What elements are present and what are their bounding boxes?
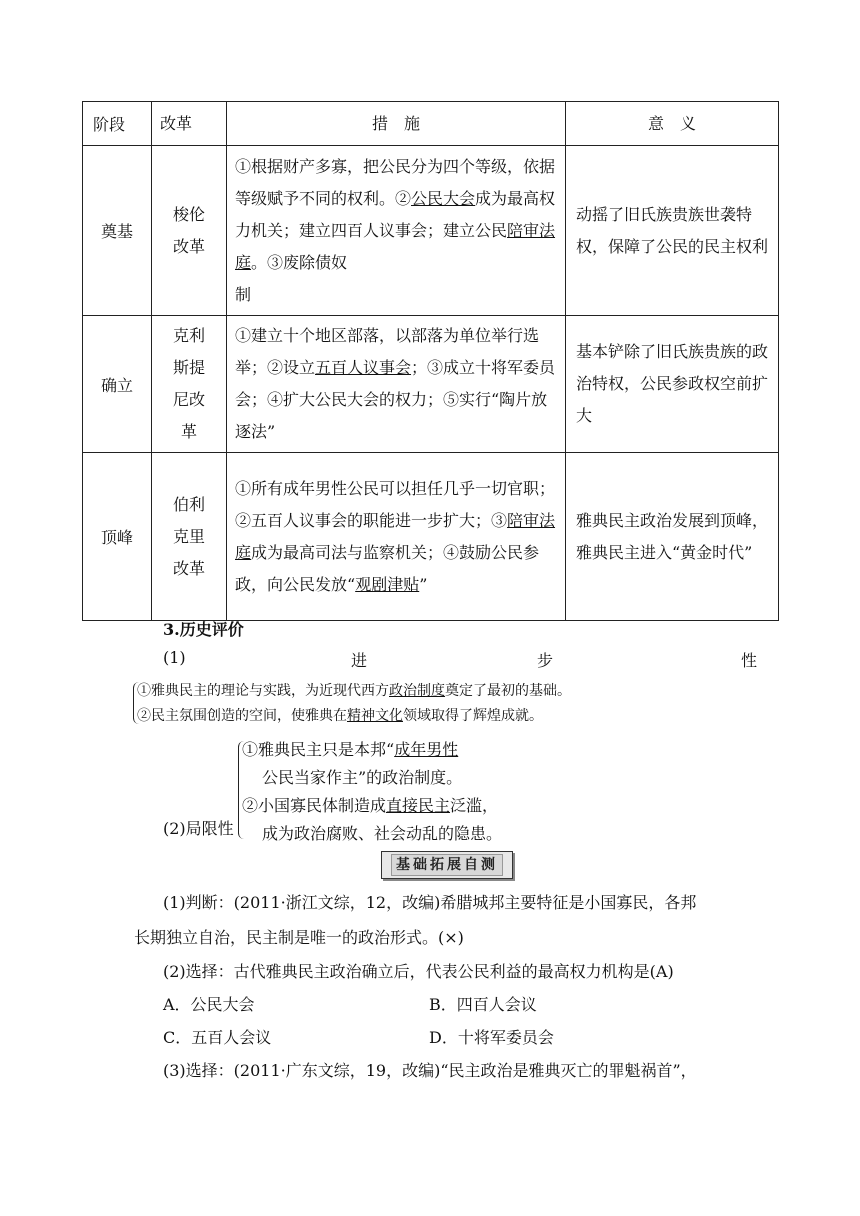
row-stage: 确立 xyxy=(83,316,152,453)
limit-item: 公民当家作主”的政治制度。 xyxy=(262,768,463,787)
q2-option-a: A．公民大会 xyxy=(163,995,255,1014)
q1-line2: 长期独立自治，民主制是唯一的政治形式。(×) xyxy=(134,928,464,947)
table-row xyxy=(83,146,779,316)
section-banner xyxy=(381,851,513,879)
row-measures: ①所有成年男性公民可以担任几乎一切官职；②五百人议事会的职能进一步扩大；③陪审法庭成为最高司法与监察机关；④鼓励公民参政，向公民发放“观剧津贴” xyxy=(227,453,566,621)
limit-item: 成为政治腐败、社会动乱的隐患。 xyxy=(262,824,503,843)
progress-label-char: 步 xyxy=(537,651,554,670)
q2-stem: (2)选择：古代雅典民主政治确立后，代表公民利益的最高权力机构是(A) xyxy=(163,962,674,981)
q3-line: (3)选择：(2011·广东文综，19，改编)“民主政治是雅典灭亡的罪魁祸首”， xyxy=(163,1061,697,1080)
row-significance: 雅典民主政治发展到顶峰，雅典民主进入“黄金时代” xyxy=(566,453,779,621)
evaluation-heading: 3.历史评价 xyxy=(163,620,244,639)
reform-line: 伯利 xyxy=(172,494,205,514)
banner-text: 基础拓展自测 xyxy=(391,854,503,876)
table-header-row xyxy=(83,102,779,146)
reform-line: 改革 xyxy=(172,236,205,256)
reform-line: 克里 xyxy=(172,526,205,546)
q1-line1: (1)判断：(2011·浙江文综，12，改编)希腊城邦主要特征是小国寡民，各邦 xyxy=(163,893,697,912)
header-reform: 改革 xyxy=(152,102,227,146)
row-reform xyxy=(152,146,227,316)
reform-line: 斯提 xyxy=(172,358,205,377)
reform-line: 梭伦 xyxy=(172,204,205,224)
reform-line: 尼改 xyxy=(172,390,205,409)
q2-option-c: C．五百人会议 xyxy=(163,1028,272,1047)
limit-label: (2)局限性 xyxy=(163,819,234,838)
header-stage: 阶段 xyxy=(83,102,152,146)
progress-label-char: 进 xyxy=(351,651,368,670)
progress-item: ①雅典民主的理论与实践，为近现代西方政治制度奠定了最初的基础。 xyxy=(137,683,571,699)
reform-line: 改革 xyxy=(172,558,205,578)
header-significance: 意 义 xyxy=(566,102,779,146)
q2-option-b: B．四百人会议 xyxy=(429,995,537,1014)
row-stage: 奠基 xyxy=(83,146,152,316)
q2-option-d: D．十将军委员会 xyxy=(429,1028,554,1047)
row-significance: 基本铲除了旧氏族贵族的政治特权，公民参政权空前扩大 xyxy=(566,316,779,453)
row-significance: 动摇了旧氏族贵族世袭特权，保障了公民的民主权利 xyxy=(566,146,779,316)
progress-item: ②民主氛围创造的空间，使雅典在精神文化领域取得了辉煌成就。 xyxy=(137,708,543,724)
row-reform xyxy=(152,316,227,453)
header-measures: 措 施 xyxy=(227,102,566,146)
table-row xyxy=(83,316,779,453)
row-measures: ①建立十个地区部落，以部落为单位举行选举；②设立五百人议事会；③成立十将军委员会；④扩大公民大会的权力；⑤实行“陶片放逐法” xyxy=(227,316,566,453)
reform-line: 革 xyxy=(180,422,197,441)
reform-line: 克利 xyxy=(172,326,205,345)
row-reform xyxy=(152,453,227,621)
table-row xyxy=(83,453,779,621)
limit-item: ②小国寡民体制造成直接民主泛滥， xyxy=(242,796,499,815)
reform-table xyxy=(82,101,779,621)
progress-label-char: 性 xyxy=(741,651,758,670)
row-measures: ①根据财产多寡，把公民分为四个等级，依据等级赋予不同的权利。②公民大会成为最高权力机关；建立四百人议事会；建立公民陪审法庭。③废除债奴 制 xyxy=(227,146,566,316)
row-stage: 顶峰 xyxy=(83,453,152,621)
progress-label-num: (1) xyxy=(163,648,186,667)
limit-item: ①雅典民主只是本邦“成年男性 xyxy=(242,740,459,759)
